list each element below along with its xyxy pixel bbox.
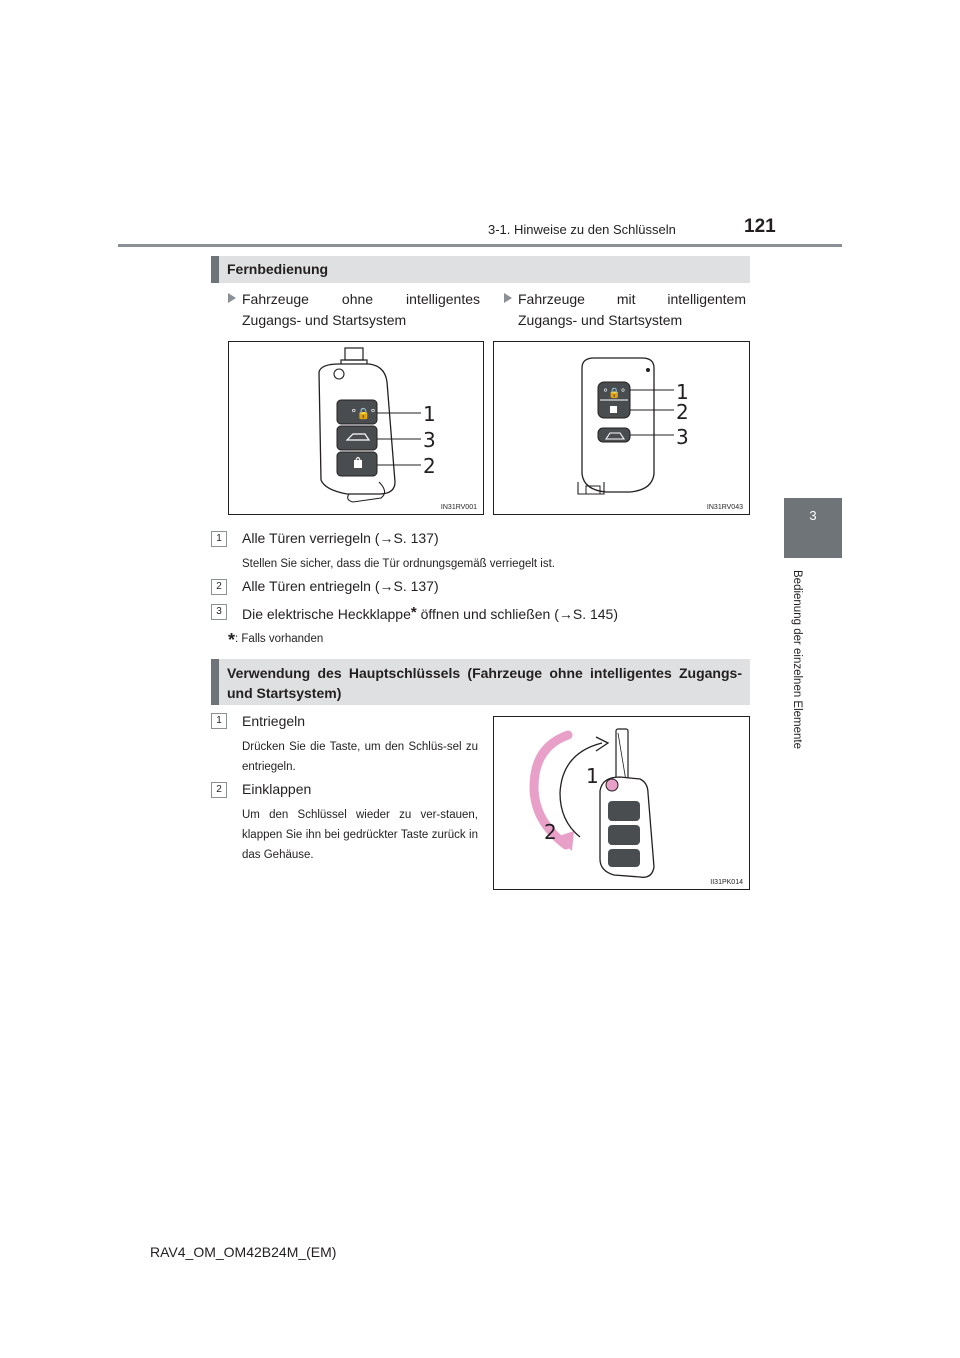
footnote-star: * [228, 630, 236, 650]
item-lock-all-doors: Alle Türen verriegeln (→S. 137) [242, 530, 439, 546]
item-power-tailgate [242, 604, 618, 622]
item-number-badge: 2 [211, 782, 227, 798]
master-key-illustration [494, 717, 749, 889]
footer-document-code: RAV4_OM_OM42B24M_(EM) [150, 1244, 337, 1260]
item-number-badge: 2 [211, 579, 227, 595]
chapter-label [783, 570, 809, 770]
variant-heading-right [518, 289, 746, 331]
footnote [228, 630, 323, 651]
figure-flip-key-remote [228, 341, 484, 515]
item-einklappen: Einklappen [242, 781, 312, 797]
figure-callout: 1 [676, 380, 689, 404]
item-entriegeln: Entriegeln [242, 713, 306, 729]
section-heading-fernbedienung: Fernbedienung [211, 256, 750, 283]
figure-callout: 2 [676, 400, 689, 424]
svg-text:°🔒°: °🔒° [351, 407, 376, 420]
figure-code: IN31RV001 [440, 504, 477, 511]
chapter-tab: 3 [784, 498, 842, 558]
figure-callout: 2 [423, 454, 436, 478]
footnote-text: : Falls vorhanden [235, 633, 324, 645]
flip-key-remote-illustration [229, 342, 483, 514]
section-heading-master-key: Verwendung des Hauptschlüssels (Fahrzeuge ohne intelligentes Zugangs- und Startsystem) [211, 659, 750, 705]
item-power-tailgate-text-a: Die elektrische Heckklappe [242, 606, 411, 622]
header-section-title: 3-1. Hinweise zu den Schlüsseln [488, 222, 676, 237]
footnote-star: * [410, 604, 417, 621]
item-unlock-all-doors: Alle Türen entriegeln (→S. 137) [242, 578, 439, 594]
header-rule [118, 244, 842, 247]
page-number: 121 [744, 216, 776, 237]
chapter-label-text: Bedienung der einzelnen Elemente [791, 570, 803, 750]
figure-code: II31PK014 [710, 879, 743, 886]
variant-heading-left-text: Fahrzeuge ohne intelligentes Zugangs- und Startsystem [242, 291, 480, 328]
triangle-bullet-icon [228, 293, 236, 303]
item-note: Um den Schlüssel wieder zu ver-stauen, klappen Sie ihn bei gedrückter Taste zurück in das Gehäuse. [242, 809, 478, 861]
item-note: Drücken Sie die Taste, um den Schlüs-sel zu entriegeln. [242, 741, 478, 773]
item-note: Stellen Sie sicher, dass die Tür ordnungsgemäß verriegelt ist. [242, 558, 555, 570]
figure-callout: 1 [586, 764, 599, 788]
svg-text:°🔒°: °🔒° [603, 388, 626, 399]
figure-master-key [493, 716, 750, 890]
item-number-badge: 3 [211, 604, 227, 620]
figure-code: IN31RV043 [706, 504, 743, 511]
item-number-badge: 1 [211, 713, 227, 729]
figure-callout: 2 [544, 820, 557, 844]
triangle-bullet-icon [504, 293, 512, 303]
figure-callout: 3 [423, 428, 436, 452]
variant-heading-left [242, 289, 480, 331]
figure-callout: 3 [676, 425, 689, 449]
item-power-tailgate-text-b: öffnen und schließen (→S. 145) [416, 606, 619, 622]
item-number-badge: 1 [211, 531, 227, 547]
variant-heading-right-text: Fahrzeuge mit intelligentem Zugangs- und Startsystem [518, 291, 746, 328]
smart-key-remote-illustration [494, 342, 749, 514]
figure-callout: 1 [423, 402, 436, 426]
figure-smart-key-remote [493, 341, 750, 515]
